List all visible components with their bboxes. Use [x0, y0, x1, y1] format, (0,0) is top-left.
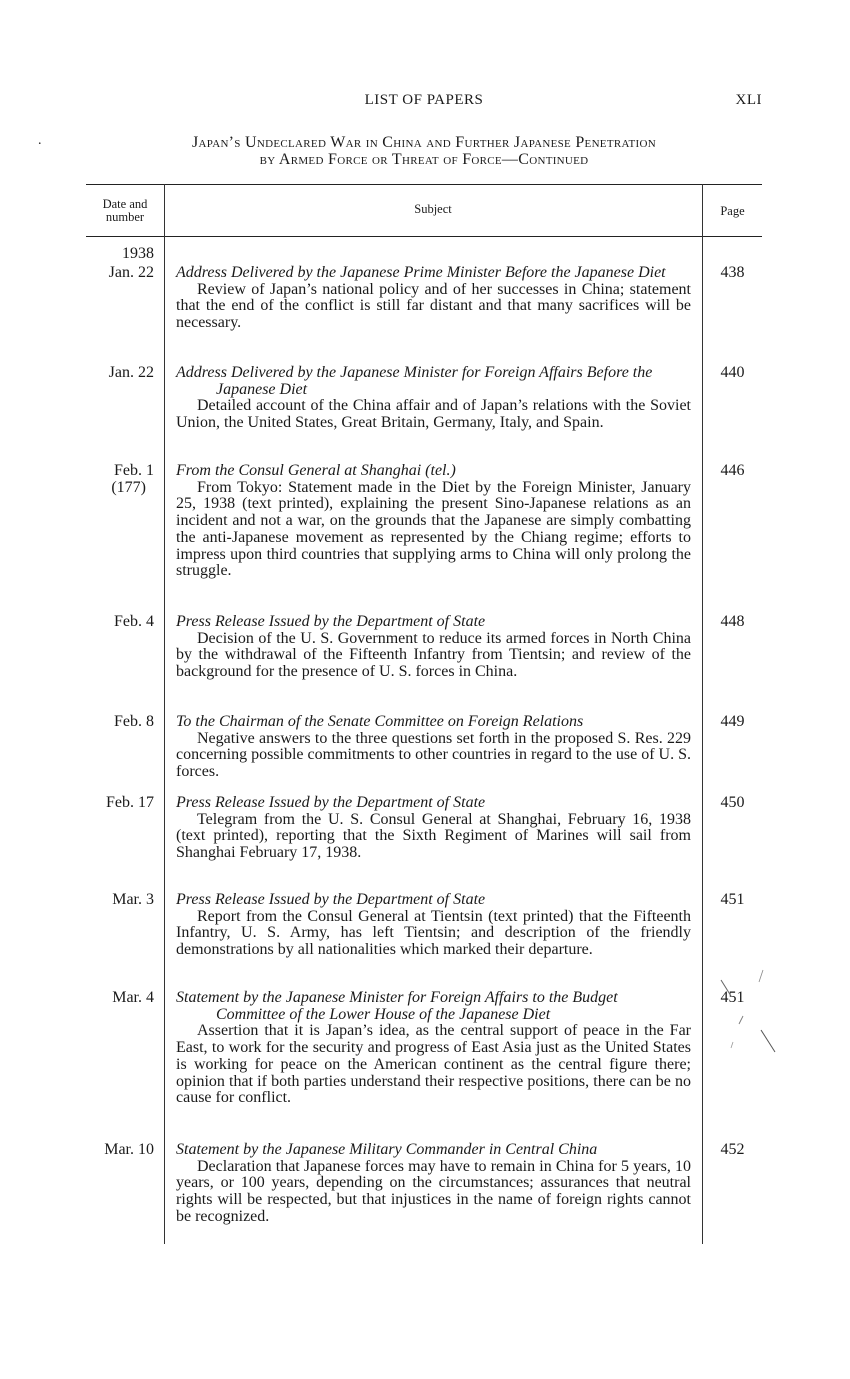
column-divider-date — [164, 184, 165, 1244]
entry-subject — [176, 795, 691, 862]
entry-summary: From Tokyo: Statement made in the Diet by the Foreign Minister, January 25, 1938 (text printed), explaining the present Sino-Japanese relations as an incident and not a war, on the grounds that the Japanese are simply combatting the anti-Japanese movement as represented by the Chiang regime; efforts to impress upon third countries that supplying arms to China will only prolong the struggle. — [176, 478, 691, 580]
entry-summary: Report from the Consul General at Tientsin (text printed) that the Fifteenth Infantry, U. S. Army, has left Tientsin; and description of the friendly demonstrations by all nationalities which marked their departure. — [176, 907, 691, 959]
entry-title: Press Release Issued by the Department of State — [176, 613, 486, 630]
table-header-rule — [86, 236, 762, 237]
entry-summary: Telegram from the U. S. Consul General at Shanghai, February 16, 1938 (text printed), reporting that the Sixth Regiment of Marines will sail from Shanghai February 17, 1938. — [176, 810, 691, 862]
entry-title: Press Release Issued by the Department of State — [176, 794, 486, 811]
section-title — [86, 134, 762, 168]
entry-subject — [176, 265, 691, 332]
entry-subject — [176, 463, 691, 580]
entry-date: Feb. 1 — [114, 462, 154, 479]
entry-page: 446 — [720, 462, 745, 479]
column-header-subject: Subject — [414, 202, 452, 216]
entry-title: Address Delivered by the Japanese Minister for Foreign Affairs Before the Japanese Diet — [176, 364, 653, 398]
entry-page: 452 — [720, 1141, 745, 1158]
entry-summary: Assertion that it is Japan’s idea, as the central support of peace in the Far East, to work for the security and progress of East Asia just as the United States is working for peace on the American continent as the central figure there; opinion that if both parties understand their respective positions, there can be no cause for conflict. — [176, 1022, 691, 1107]
entry-summary: Detailed account of the China affair and of Japan’s relations with the Soviet Union, the United States, Great Britain, Germany, Italy, and Spain. — [176, 397, 691, 432]
entry-date: Jan. 22 — [108, 264, 154, 281]
entry-subject — [176, 714, 691, 781]
entry-subject — [176, 1142, 691, 1226]
entry-title: Statement by the Japanese Minister for Foreign Affairs to the Budget Committee of the Lower House of the Japanese Diet — [176, 989, 618, 1023]
year-label: 1938 — [122, 245, 154, 262]
column-header-page: Page — [720, 204, 745, 218]
section-title-line-1: Japan’s Undeclared War in China and Further Japanese Penetration — [192, 134, 656, 151]
entry-title: To the Chairman of the Senate Committee on Foreign Relations — [176, 713, 584, 730]
entry-page: 451 — [720, 989, 745, 1006]
entry-title: From the Consul General at Shanghai (tel.) — [176, 462, 456, 479]
entry-summary: Negative answers to the three questions set forth in the proposed S. Res. 229 concerning possible commitments to other countries in regard to the use of U. S. forces. — [176, 729, 691, 781]
pencil-marks — [715, 960, 785, 1070]
column-header-date: Date and number — [102, 197, 148, 224]
entry-date: Mar. 3 — [112, 891, 154, 908]
entry-summary: Declaration that Japanese forces may have to remain in China for 5 years, 10 years, or 100 years, depending on the circumstances; assurances that neutral rights will be respected, but that injustices in the name of foreign rights cannot be recognized. — [176, 1157, 691, 1225]
entry-summary: Review of Japan’s national policy and of her successes in China; statement that the end of the conflict is still far distant and that many sacrifices will be necessary. — [176, 280, 691, 332]
entry-page: 448 — [720, 613, 745, 630]
page-number: XLI — [735, 92, 762, 108]
entry-summary: Decision of the U. S. Government to reduce its armed forces in North China by the withdrawal of the Fifteenth Infantry from Tientsin; and review of the background for the presence of U. S. forces in China. — [176, 629, 691, 681]
entry-title: Statement by the Japanese Military Commander in Central China — [176, 1141, 598, 1158]
section-title-line-2: by Armed Force or Threat of Force—Continued — [259, 151, 589, 168]
entry-date: Feb. 8 — [114, 713, 154, 730]
entry-page: 438 — [720, 264, 745, 281]
entry-date: Feb. 17 — [106, 794, 154, 811]
table-top-rule — [86, 184, 762, 185]
entry-subject — [176, 614, 691, 681]
entry-date: Feb. 4 — [114, 613, 154, 630]
entry-page: 451 — [720, 891, 745, 908]
stray-mark: . — [38, 133, 42, 148]
entry-page: 449 — [720, 713, 745, 730]
entry-date: Mar. 10 — [104, 1141, 154, 1158]
entry-subject — [176, 365, 691, 432]
entry-date: Jan. 22 — [108, 364, 154, 381]
entry-number: (177) — [111, 479, 146, 496]
entry-subject — [176, 892, 691, 959]
entry-page: 440 — [720, 364, 745, 381]
entry-page: 450 — [720, 794, 745, 811]
running-title: LIST OF PAPERS — [364, 92, 484, 108]
entry-date: Mar. 4 — [112, 989, 154, 1006]
entry-subject — [176, 990, 691, 1107]
running-header — [86, 92, 762, 112]
entry-title: Address Delivered by the Japanese Prime Minister Before the Japanese Diet — [176, 264, 666, 281]
entry-title: Press Release Issued by the Department of State — [176, 891, 486, 908]
